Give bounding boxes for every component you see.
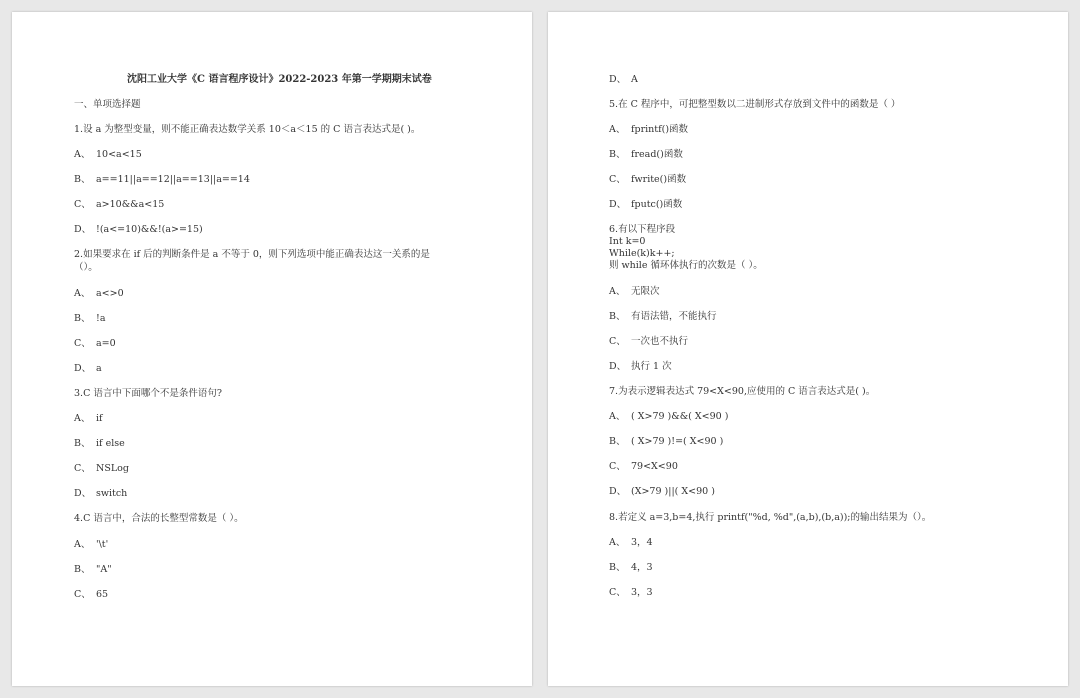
option-letter: A、 — [74, 288, 91, 299]
question-2-option-a — [74, 288, 124, 300]
option-letter: A、 — [74, 413, 91, 424]
option-letter: C、 — [74, 463, 91, 474]
option-text: a==11||a==12||a==13||a==14 — [96, 174, 250, 185]
option-text: '\t' — [96, 539, 109, 550]
option-text: A — [631, 74, 638, 85]
option-text: 4，3 — [631, 562, 653, 573]
option-text: a<>0 — [96, 288, 124, 299]
option-text: 65 — [96, 589, 109, 600]
question-5-option-c — [609, 174, 686, 186]
question-3: 3.C 语言中下面哪个不是条件语句? — [74, 388, 222, 399]
option-letter: C、 — [609, 174, 626, 185]
question-5-option-b — [609, 149, 683, 161]
question-4-option-a — [74, 539, 108, 551]
option-letter: C、 — [74, 338, 91, 349]
question-4-option-c — [74, 589, 108, 601]
option-letter: D、 — [609, 361, 627, 372]
document-page-left — [12, 12, 532, 686]
option-text: 3，4 — [631, 537, 653, 548]
option-text: 有语法错，不能执行 — [631, 311, 717, 322]
option-letter: C、 — [609, 587, 626, 598]
option-text: if else — [96, 438, 125, 449]
option-letter: B、 — [74, 313, 91, 324]
option-text: 执行 1 次 — [631, 361, 672, 372]
option-letter: D、 — [74, 224, 92, 235]
option-letter: C、 — [74, 199, 91, 210]
option-text: 3，3 — [631, 587, 653, 598]
question-2-continued: （）。 — [74, 262, 98, 273]
option-text: 无限次 — [631, 286, 660, 297]
option-text: ( X>79 )!=( X<90 ) — [631, 436, 724, 447]
option-text: (X>79 )||( X<90 ) — [631, 486, 715, 497]
question-3-option-c — [74, 463, 129, 475]
question-8-option-b — [609, 562, 653, 574]
question-3-option-a — [74, 413, 103, 425]
option-text: !(a<=10)&&!(a>=15) — [96, 224, 203, 235]
option-letter: D、 — [74, 363, 92, 374]
question-7-option-b — [609, 436, 723, 448]
option-text: if — [96, 413, 103, 424]
option-letter: D、 — [609, 199, 627, 210]
question-7-option-c — [609, 461, 678, 473]
question-2-option-c — [74, 338, 116, 350]
question-2-option-d — [74, 363, 102, 375]
question-8: 8.若定义 a=3,b=4,执行 printf("%d, %d",(a,b),(b,a));的输出结果为（）。 — [609, 512, 932, 523]
question-8-option-c — [609, 587, 653, 599]
question-1-option-c — [74, 199, 164, 211]
option-letter: B、 — [609, 436, 626, 447]
question-6-option-d — [609, 361, 672, 373]
question-6-prompt: 则 while 循环体执行的次数是（ ）。 — [609, 260, 763, 271]
question-6-option-b — [609, 311, 717, 323]
question-4-option-d — [609, 74, 638, 86]
question-6-option-c — [609, 336, 688, 348]
option-text: 10<a<15 — [96, 149, 142, 160]
option-text: 一次也不执行 — [631, 336, 689, 347]
question-3-option-b — [74, 438, 125, 450]
option-text: !a — [96, 313, 106, 324]
option-letter: A、 — [609, 537, 626, 548]
question-1-option-a — [74, 149, 142, 161]
question-4: 4.C 语言中，合法的长整型常数是（ ）。 — [74, 513, 244, 524]
option-text: a — [96, 363, 102, 374]
option-letter: B、 — [609, 562, 626, 573]
option-letter: C、 — [609, 336, 626, 347]
question-5-option-d — [609, 199, 682, 211]
option-letter: A、 — [74, 149, 91, 160]
question-2: 2.如果要求在 if 后的判断条件是 a 不等于 0，则下列选项中能正确表达这一关系的是 — [74, 249, 430, 260]
option-text: switch — [96, 488, 128, 499]
option-letter: B、 — [609, 311, 626, 322]
question-6-option-a — [609, 286, 660, 298]
question-1-option-d — [74, 224, 203, 236]
option-text: a=0 — [96, 338, 116, 349]
question-8-option-a — [609, 537, 653, 549]
option-letter: C、 — [74, 589, 91, 600]
option-letter: A、 — [609, 124, 626, 135]
option-letter: D、 — [609, 486, 627, 497]
option-text: fputc()函数 — [631, 199, 683, 210]
question-1-option-b — [74, 174, 250, 186]
exam-title: 沈阳工业大学《C 语言程序设计》2022-2023 年第一学期期末试卷 — [127, 74, 432, 85]
option-letter: C、 — [609, 461, 626, 472]
option-text: NSLog — [96, 463, 129, 474]
option-text: fread()函数 — [631, 149, 683, 160]
question-4-option-b — [74, 564, 112, 576]
question-7-option-a — [609, 411, 728, 423]
question-5: 5.在 C 程序中，可把整型数以二进制形式存放到文件中的函数是（ ） — [609, 99, 901, 110]
option-text: fprintf()函数 — [631, 124, 689, 135]
option-letter: A、 — [609, 286, 626, 297]
document-page-right — [548, 12, 1068, 686]
option-letter: B、 — [74, 564, 91, 575]
question-7-option-d — [609, 486, 715, 498]
option-letter: D、 — [609, 74, 627, 85]
question-3-option-d — [74, 488, 127, 500]
question-6: 6.有以下程序段 — [609, 224, 676, 235]
question-6-code-line-1: Int k=0 — [609, 236, 646, 247]
option-letter: B、 — [74, 174, 91, 185]
option-text: fwrite()函数 — [631, 174, 687, 185]
option-letter: D、 — [74, 488, 92, 499]
question-5-option-a — [609, 124, 688, 136]
option-text: "A" — [96, 564, 112, 575]
question-1: 1.设 a 为整型变量，则不能正确表达数学关系 10＜a＜15 的 C 语言表达式是( )。 — [74, 124, 421, 135]
option-letter: A、 — [74, 539, 91, 550]
question-2-option-b — [74, 313, 105, 325]
option-text: a>10&&a<15 — [96, 199, 165, 210]
option-text: ( X>79 )&&( X<90 ) — [631, 411, 729, 422]
question-6-code-line-2: While(k)k++; — [609, 248, 675, 259]
option-letter: B、 — [74, 438, 91, 449]
option-letter: A、 — [609, 411, 626, 422]
option-letter: B、 — [609, 149, 626, 160]
section-heading: 一、单项选择题 — [74, 99, 141, 110]
option-text: 79<X<90 — [631, 461, 678, 472]
question-7: 7.为表示逻辑表达式 79<X<90,应使用的 C 语言表达式是( )。 — [609, 386, 876, 397]
